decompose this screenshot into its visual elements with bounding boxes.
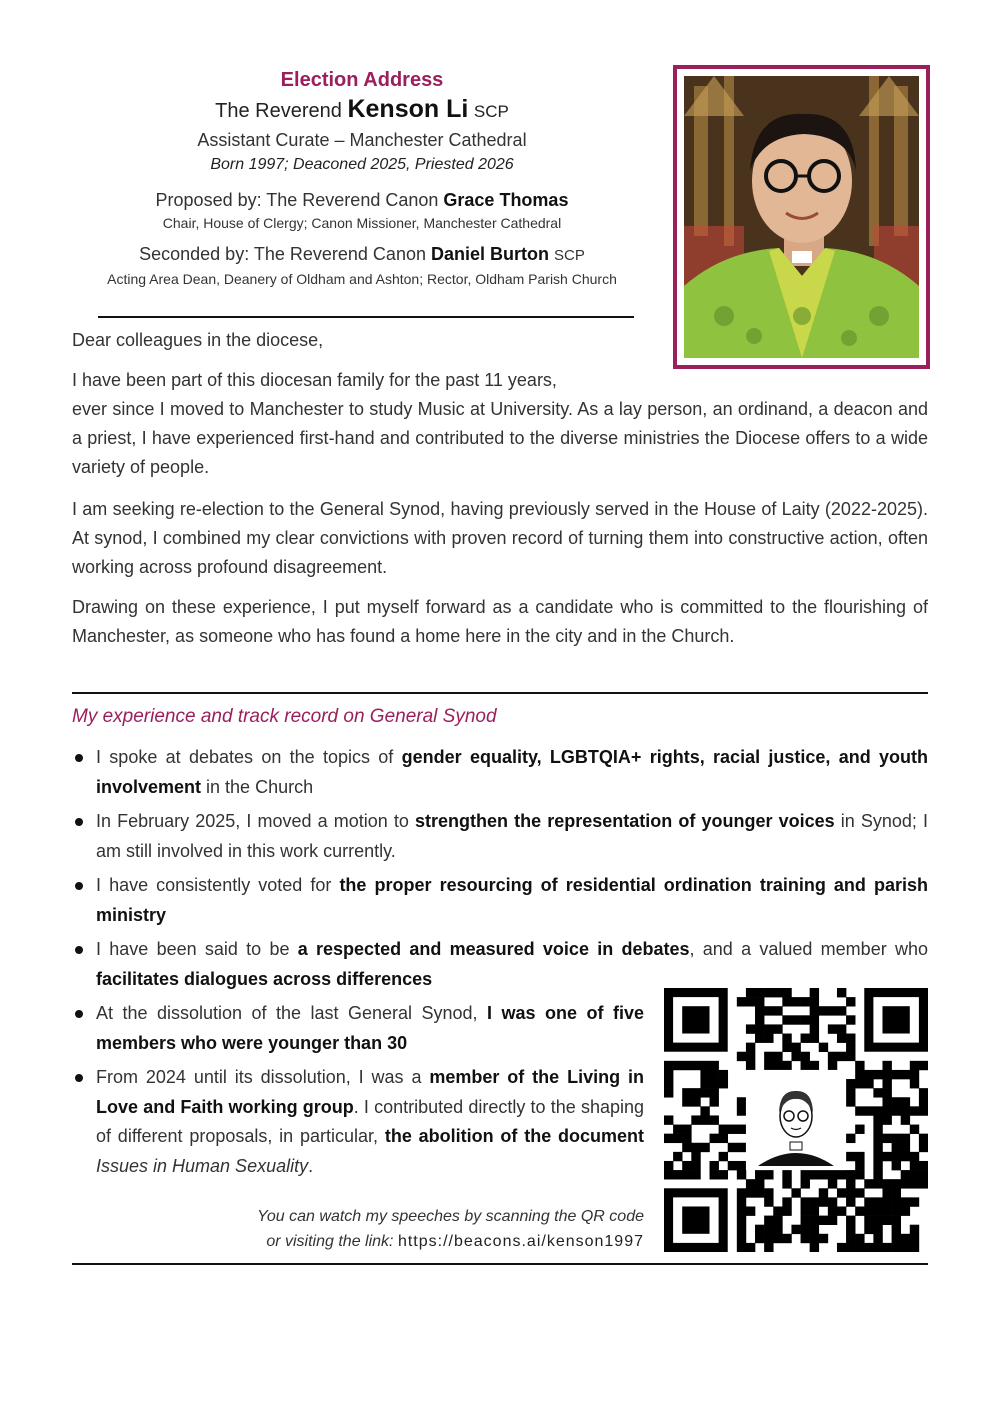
document-title: Election Address <box>280 69 444 91</box>
candidate-name: Kenson Li <box>347 95 469 123</box>
name-suffix: SCP <box>473 102 509 121</box>
section-heading: My experience and track record on General Synod <box>72 706 497 727</box>
watch-line-1: You can watch my speeches by scanning the QR code <box>257 1208 644 1225</box>
seconded-line <box>72 241 652 269</box>
portrait-photo <box>684 76 919 358</box>
paragraph-2: I am seeking re-election to the General Synod, having previously served in the House of Laity (2022-2025). At synod, I combined my clear convictions with proven record of turning them into constructive action, often working across profound disagreement. <box>72 499 928 577</box>
list-item: I spoke at debates on the topics of gender equality, LGBTQIA+ rights, racial justice, and youth involvement in the Church <box>72 743 928 802</box>
header-block <box>72 66 652 289</box>
speeches-link[interactable]: https://beacons.ai/kenson1997 <box>397 1233 644 1250</box>
qr-code[interactable] <box>664 988 928 1252</box>
portrait-illustration <box>684 76 919 358</box>
list-item: I have consistently voted for the proper resourcing of residential ordination training and parish ministry <box>72 871 928 930</box>
seconded-prefix: Seconded by: The Reverend Canon <box>139 244 426 264</box>
footer-divider <box>72 1263 928 1265</box>
seconder-suffix: SCP <box>554 247 585 264</box>
proposer-role: Chair, House of Clergy; Canon Missioner, Manchester Cathedral <box>162 215 562 231</box>
candidate-role: Assistant Curate – Manchester Cathedral <box>197 130 527 150</box>
proposer-name: Grace Thomas <box>443 190 569 210</box>
paragraph-1: ever since I moved to Manchester to study Music at University. As a lay person, an ordinand, a deacon and a priest, I have experienced first-hand and contributed to the diverse ministries the Diocese offers to a wide variety of people. <box>72 399 928 477</box>
watch-note <box>72 1204 644 1254</box>
greeting: Dear colleagues in the diocese, <box>72 330 324 350</box>
seconder-role: Acting Area Dean, Deanery of Oldham and Ashton; Rector, Oldham Parish Church <box>107 271 617 287</box>
paragraph-3: Drawing on these experience, I put myself forward as a candidate who is committed to the flourishing of Manchester, as someone who has found a home here in the city and in the Church. <box>72 597 928 646</box>
qr-code-graphic <box>664 988 928 1252</box>
bullet-list-bottom <box>72 999 644 1186</box>
proposed-prefix: Proposed by: The Reverend Canon <box>155 190 439 210</box>
seconder-name: Daniel Burton <box>431 244 550 264</box>
portrait-frame <box>673 65 930 369</box>
watch-line-2: or visiting the link: <box>266 1233 394 1250</box>
candidate-name-line <box>72 94 652 127</box>
proposed-line <box>72 187 652 213</box>
paragraph-1-line1: I have been part of this diocesan family for the past 11 years, <box>72 370 557 390</box>
list-item: At the dissolution of the last General Synod, I was one of five members who were younger than 30 <box>72 999 644 1058</box>
header-divider <box>98 316 634 318</box>
list-item: In February 2025, I moved a motion to strengthen the representation of younger voices in Synod; I am still involved in this work currently. <box>72 807 928 866</box>
name-prefix: The Reverend <box>215 100 342 122</box>
candidate-born: Born 1997; Deaconed 2025, Priested 2026 <box>210 156 514 173</box>
section-divider <box>72 692 928 694</box>
list-item: From 2024 until its dissolution, I was a member of the Living in Love and Faith working group. I contributed directly to the shaping of different proposals, in particular, the abolition of the document Issues in Human Sexuality. <box>72 1063 644 1181</box>
list-item: I have been said to be a respected and measured voice in debates, and a valued member who facilitates dialogues across differences <box>72 935 928 994</box>
bullet-list-top <box>72 743 928 999</box>
